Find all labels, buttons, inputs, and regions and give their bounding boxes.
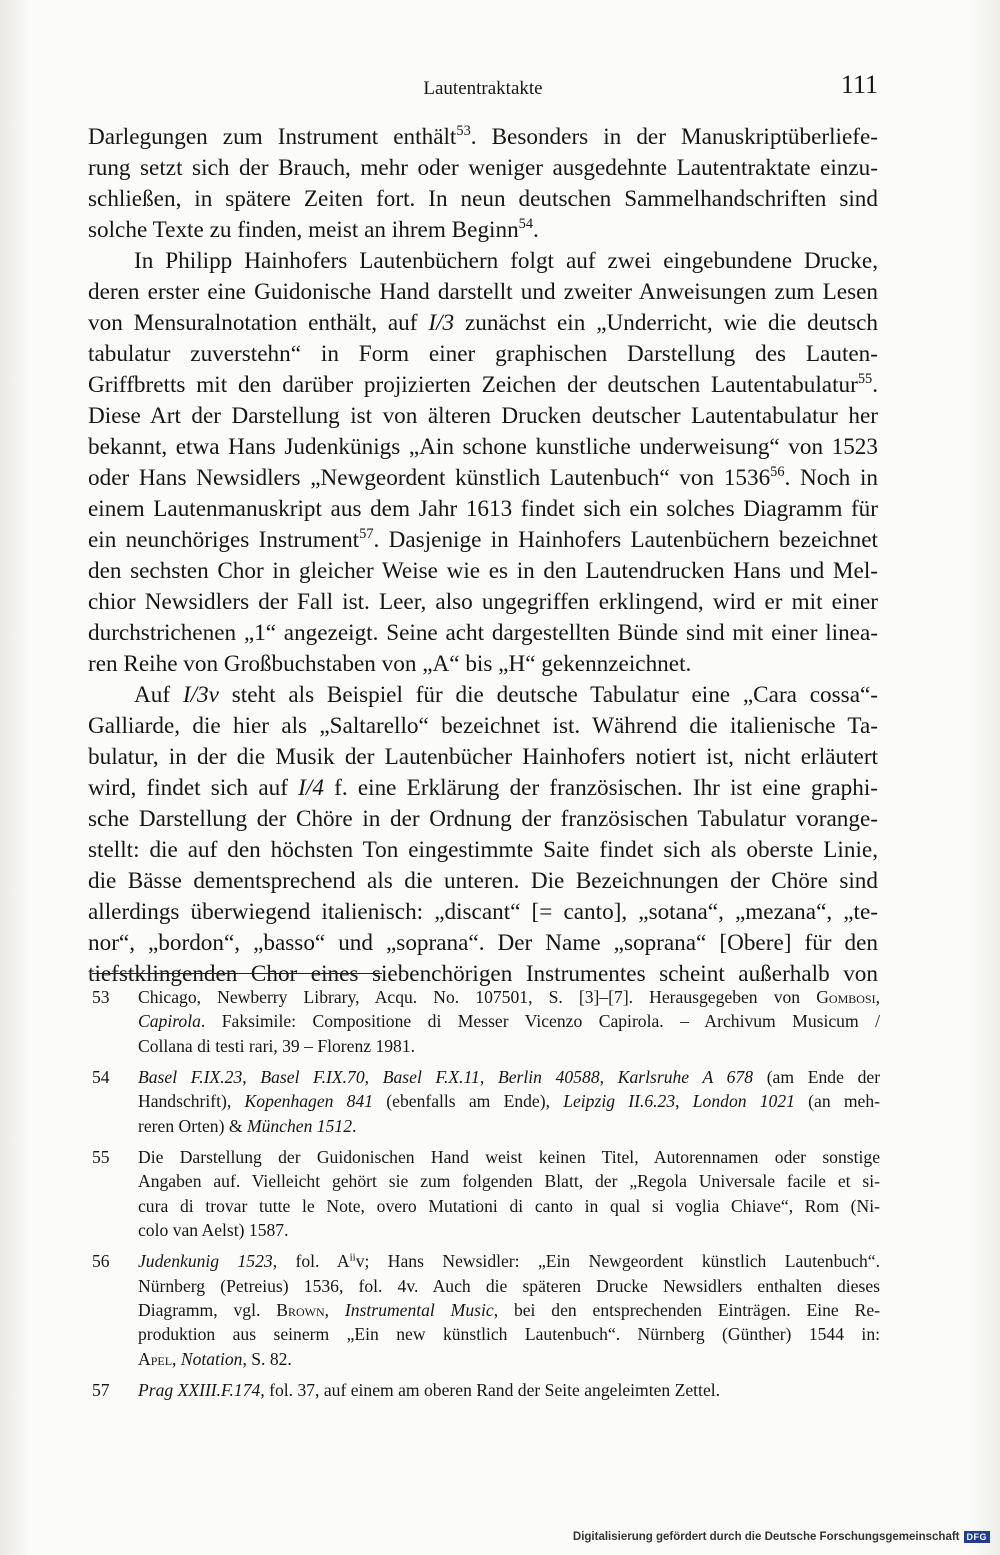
body-line: chior Newsidlers der Fall ist. Leer, also ungegriffen erklingend, wird er mit einer — [88, 589, 878, 615]
footnote-line: Nürnberg (Petreius) 1536, fol. 4v. Auch die späteren Drucke Newsidlers enthalten dieses — [138, 1275, 880, 1296]
running-header — [88, 70, 878, 104]
body-line: schließen, in spätere Zeiten fort. In neun deutschen Sammelhandschriften sind — [88, 186, 878, 212]
body-line: durchstrichenen „1“ angezeigt. Seine acht dargestellten Bünde sind mit einer linea- — [88, 620, 878, 646]
footnote-line: Apel, Notation, S. 82. — [138, 1348, 292, 1369]
footnote-number: 53 — [92, 987, 110, 1007]
footnote-line: Chicago, Newberry Library, Acqu. No. 107501, S. [3]–[7]. Herausgegeben von Gombosi, — [138, 987, 880, 1007]
footnote-line: colo van Aelst) 1587. — [138, 1220, 289, 1241]
body-line: stellt: die auf den höchsten Ton eingestimmte Saite findet sich als oberste Linie, — [88, 837, 878, 863]
body-line: rung setzt sich der Brauch, mehr oder weniger ausgedehnte Lautentraktate einzu- — [88, 155, 878, 181]
footnote-number: 56 — [92, 1251, 110, 1272]
footnote-number: 54 — [92, 1066, 110, 1087]
footnote-number: 57 — [92, 1380, 110, 1401]
body-text — [88, 122, 878, 990]
footnote-55 — [92, 1145, 880, 1243]
funding-note — [573, 1531, 990, 1543]
body-line: sche Darstellung der Chöre in der Ordnung der französischen Tabulatur vorange- — [88, 806, 878, 832]
body-line: Diese Art der Darstellung ist von älteren Drucken deutscher Lautentabulatur her — [88, 403, 878, 429]
footnote-line: Angaben auf. Vielleicht gehört sie zum folgenden Blatt, der „Regola Universale facile et si- — [138, 1171, 880, 1192]
footnote-line: Judenkunig 1523, fol. $A^{ii}v$; Hans Newsidler: „Ein Newgeordent künstlich Lautenbuch“. — [138, 1251, 880, 1272]
footnote-number: 55 — [92, 1146, 110, 1167]
footnote-line: produktion aus seinerm „Ein new künstlich Lautenbuch“. Nürnberg (Günther) 1544 in: — [138, 1324, 880, 1345]
body-line: tabulatur zuverstehn“ in Form einer graphischen Darstellung des Lauten- — [88, 341, 878, 367]
body-line: nor“, „bordon“, „basso“ und „soprana“. Der Name „soprana“ [Obere] für den — [88, 930, 878, 956]
footnote-57 — [92, 1378, 880, 1402]
body-line: solche Texte zu finden, meist an ihrem Beginn$^{54}$. — [88, 216, 539, 243]
body-line: den sechsten Chor in gleicher Weise wie es in den Lautendrucken Hans und Mel- — [88, 558, 878, 584]
footnote-line: Collana di testi rari, 39 – Florenz 1981. — [138, 1035, 416, 1056]
dfg-logo-icon: DFG — [964, 1531, 991, 1543]
body-line: Darlegungen zum Instrument enthält$^{53}$. Besonders in der Manuskriptüberliefe- — [88, 123, 878, 150]
running-title: Lautentraktakte — [423, 78, 543, 99]
body-line: oder Hans Newsidlers „Newgeordent künstlich Lautenbuch“ von 1536$^{56}$. Noch in — [88, 464, 878, 491]
body-line: einem Lautenmanuskript aus dem Jahr 1613 findet sich ein solches Diagramm für — [88, 496, 878, 522]
body-line: die Bässe dementsprechend als die unteren. Die Bezeichnungen der Chöre sind — [88, 868, 878, 894]
body-line: bulatur, in der die Musik der Lautenbücher Hainhofers notiert ist, nicht erläutert — [88, 744, 878, 770]
body-line: bekannt, etwa Hans Judenkünigs „Ain schone kunstliche underweisung“ von 1523 — [88, 434, 878, 460]
body-line: Griffbretts mit den darüber projizierten Zeichen der deutschen Lautentabulatur$^{55}$. — [88, 371, 878, 398]
footnote-56 — [92, 1249, 880, 1371]
footnote-54 — [92, 1065, 880, 1138]
footnote-line: reren Orten) & München 1512. — [138, 1115, 357, 1136]
footnote-line: Prag XXIII.F.174, fol. 37, auf einem am oberen Rand der Seite angeleimten Zettel. — [138, 1380, 721, 1401]
footnote-line: Handschrift), Kopenhagen 841 (ebenfalls am Ende), Leipzig II.6.23, London 1021 (an meh- — [138, 1091, 880, 1112]
body-line: allerdings überwiegend italienisch: „discant“ [= canto], „sotana“, „mezana“, „te- — [88, 899, 878, 925]
body-line: deren erster eine Guidonische Hand darstellt und zweiter Anweisungen zum Lesen — [88, 279, 878, 305]
body-line: wird, findet sich auf I/4 f. eine Erklärung der französischen. Ihr ist eine graphi- — [88, 775, 878, 801]
body-line: ren Reihe von Großbuchstaben von „A“ bis „H“ gekennzeichnet. — [88, 651, 692, 677]
funding-note-text: Digitalisierung gefördert durch die Deutsche Forschungsgemeinschaft — [572, 1531, 960, 1543]
body-line: In Philipp Hainhofers Lautenbüchern folgt auf zwei eingebundene Drucke, — [134, 248, 878, 274]
footnote-separator — [92, 973, 382, 974]
body-line: ein neunchöriges Instrument$^{57}$. Dasjenige in Hainhofers Lautenbüchern bezeichnet — [88, 526, 879, 553]
footnote-line: Diagramm, vgl. Brown, Instrumental Music, bei den entsprechenden Einträgen. Eine Re- — [138, 1300, 880, 1321]
body-line: Auf I/3v steht als Beispiel für die deutsche Tabulatur eine „Cara cossa“- — [134, 682, 878, 708]
footnote-line: cura di trovar tutte le Note, overo Mutationi di canto in qual si voglia Chiave“, Rom (Ni- — [138, 1195, 880, 1216]
footnote-line: Capirola. Faksimile: Compositione di Messer Vicenzo Capirola. – Archivum Musicum / — [138, 1011, 880, 1032]
footnote-53 — [92, 985, 880, 1058]
body-line: Galliarde, die hier als „Saltarello“ bezeichnet ist. Während die italienische Ta- — [88, 713, 878, 739]
footnotes — [92, 985, 880, 1409]
body-line: von Mensuralnotation enthält, auf I/3 zunächst ein „Underricht, wie die deutsch — [88, 310, 878, 336]
footnote-line: Die Darstellung der Guidonischen Hand weist keinen Titel, Autorennamen oder sonstige — [138, 1146, 880, 1167]
page-number: 111 — [840, 70, 878, 99]
body-line: tiefstklingenden Chor eines siebenchörigen Instrumentes scheint außerhalb von — [88, 961, 878, 987]
footnote-line: Basel F.IX.23, Basel F.IX.70, Basel F.X.11, Berlin 40588, Karlsruhe A 678 (am Ende der — [138, 1066, 881, 1087]
